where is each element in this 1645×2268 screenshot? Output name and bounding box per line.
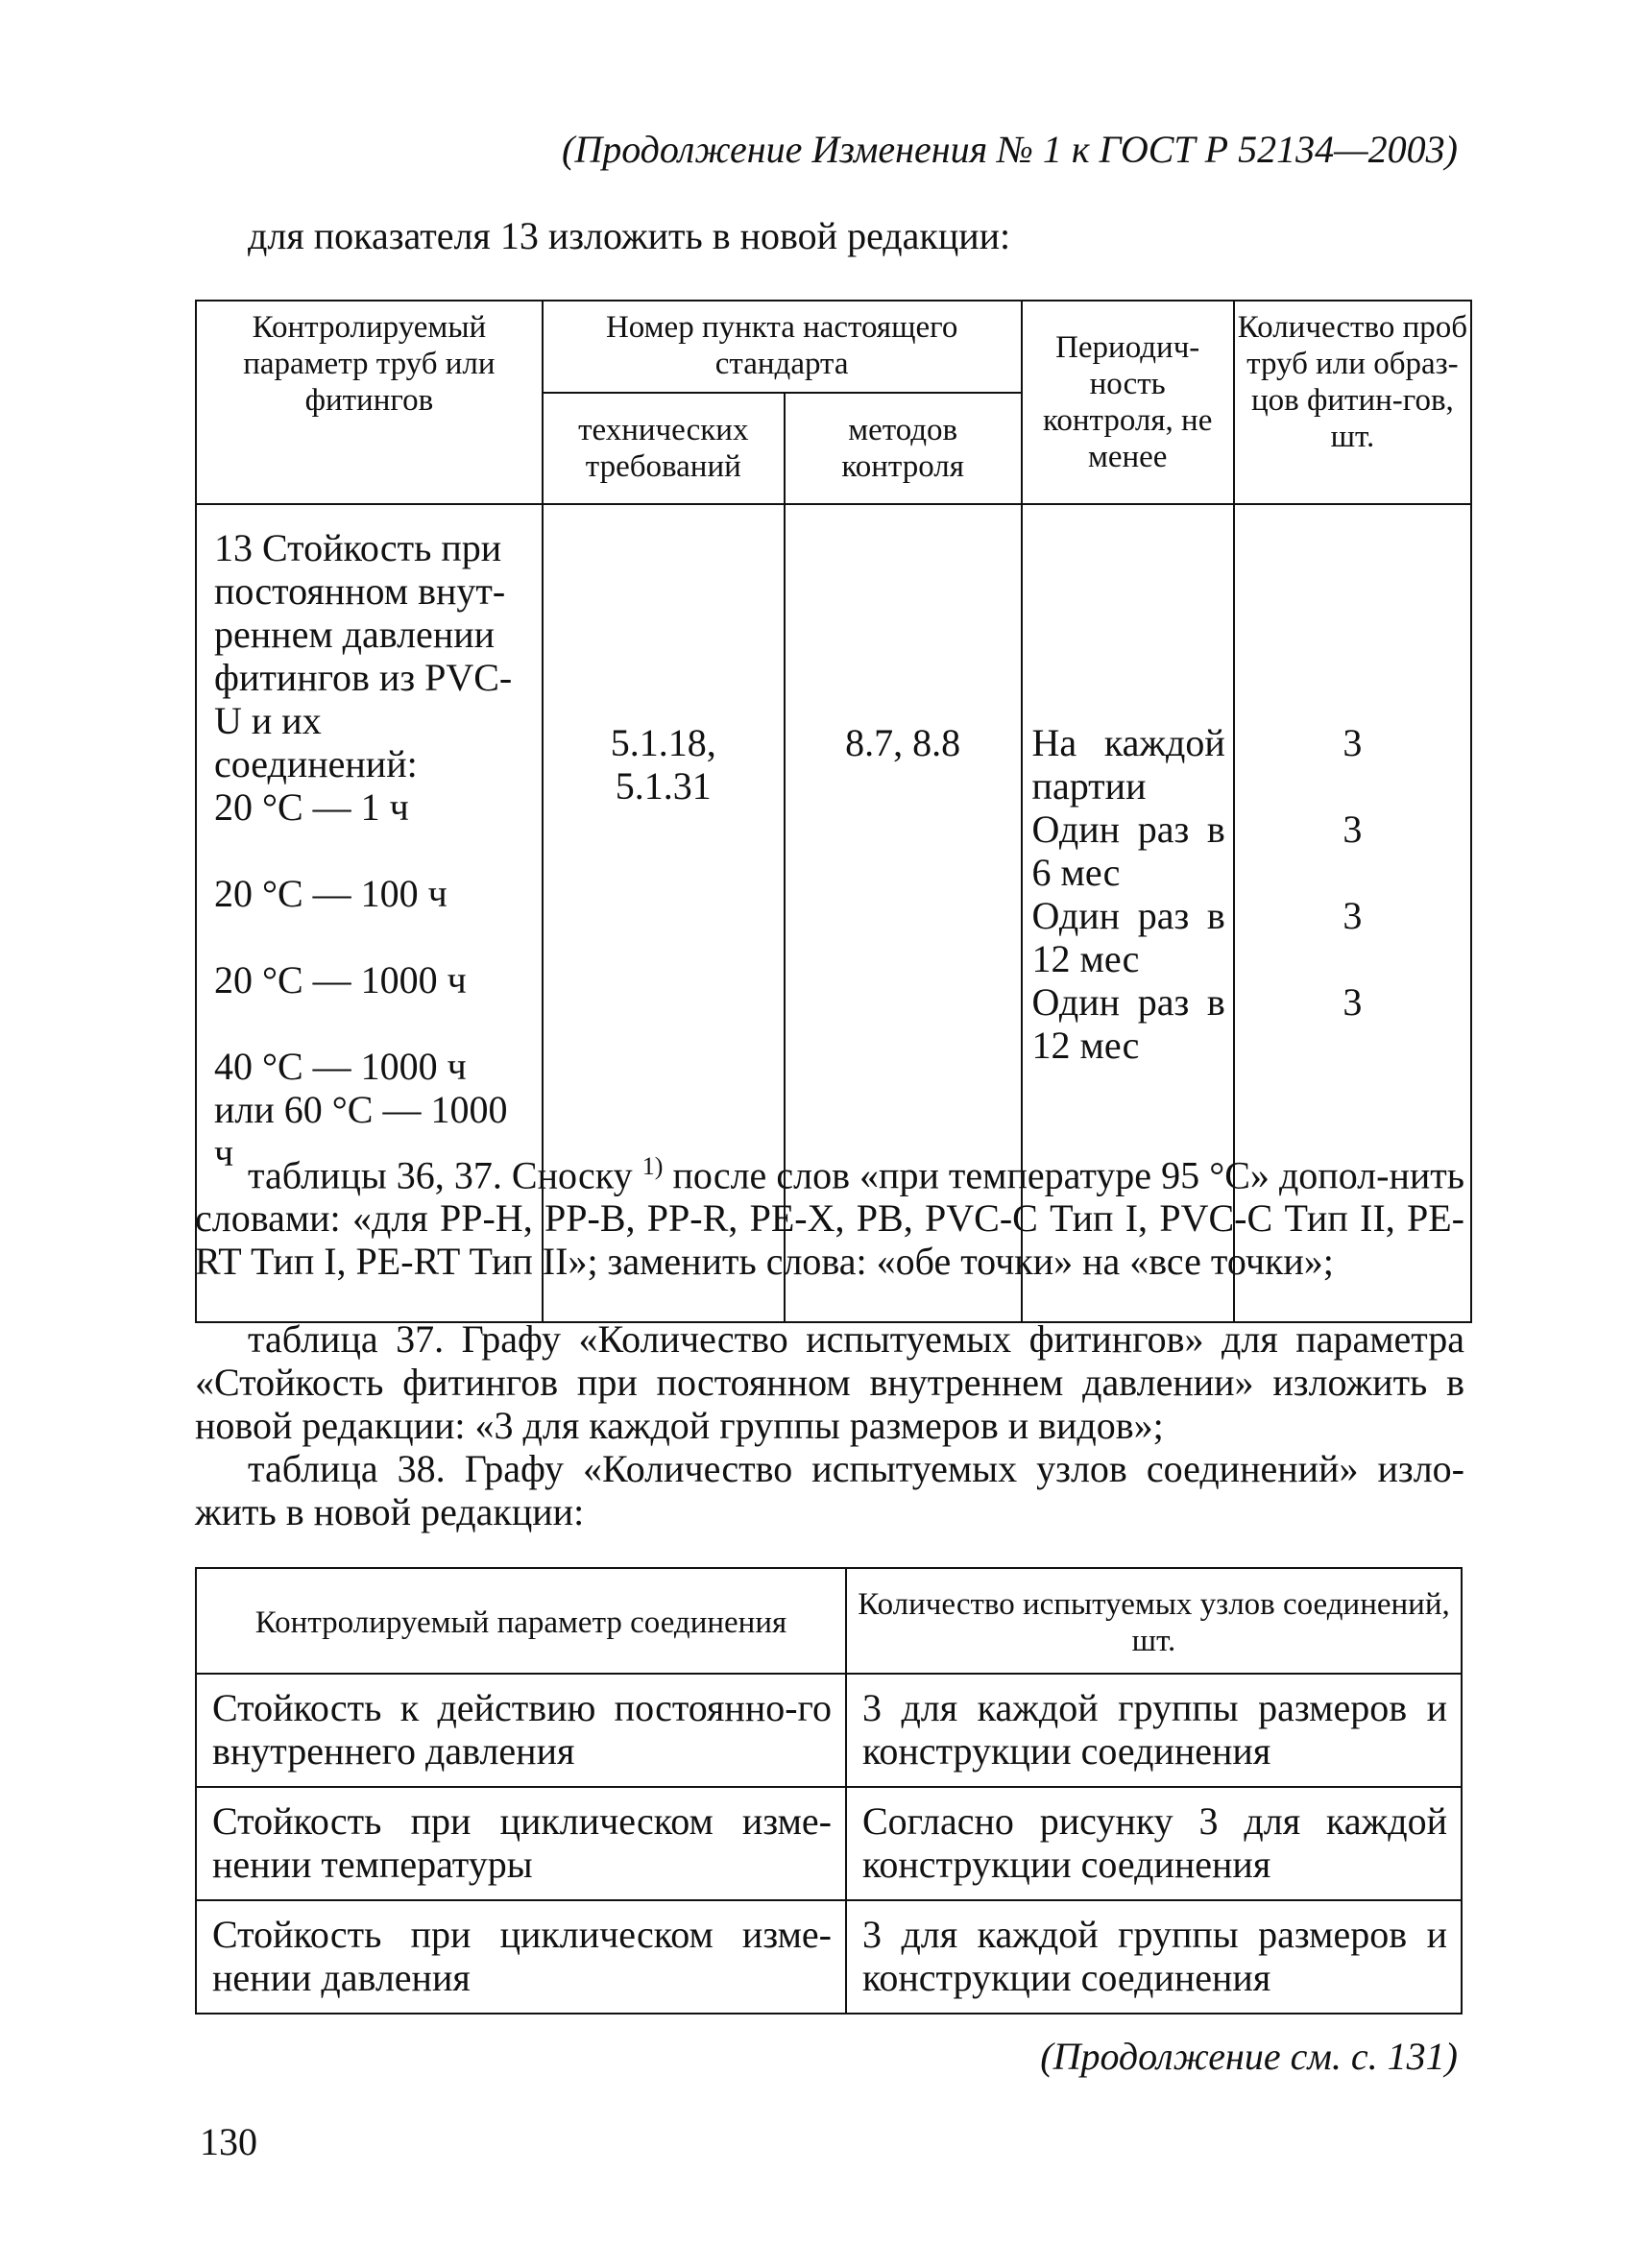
paragraph-table-37: таблица 37. Графу «Количество испытуемых фитингов» для параметра «Стойкость фитингов при постоянном внутреннем давлении» изложить в новой редакции: «3 для каждой группы размеров и видов»; bbox=[195, 1317, 1464, 1447]
page-header: (Продолжение Изменения № 1 к ГОСТ Р 52134—2003) bbox=[562, 128, 1458, 171]
condition-3: 20 °C — 1000 ч bbox=[214, 958, 467, 1001]
condition-2: 20 °C — 100 ч bbox=[214, 872, 448, 915]
param-title: 13 Стойкость при постоянном внут-реннем давлении фитингов из PVC-U и их соединений: bbox=[214, 526, 513, 785]
header-joint-qty: Количество испытуемых узлов соединений, шт. bbox=[846, 1568, 1462, 1674]
condition-1: 20 °C — 1 ч bbox=[214, 785, 409, 829]
table-row bbox=[196, 1900, 1462, 2014]
method-clauses: 8.7, 8.8 bbox=[845, 721, 961, 764]
period-3: Один раз в 12 мес bbox=[1031, 894, 1225, 980]
period-4: Один раз в 12 мес bbox=[1031, 980, 1225, 1067]
header-tech: технических требований bbox=[543, 393, 785, 504]
row3-qty: 3 для каждой группы размеров и конструкции соединения bbox=[846, 1900, 1462, 2014]
qty-1: 3 bbox=[1343, 721, 1363, 764]
header-period: Периодич-ность контроля, не менее bbox=[1022, 301, 1234, 504]
qty-3: 3 bbox=[1343, 894, 1363, 937]
header-methods: методов контроля bbox=[785, 393, 1022, 504]
period-2: Один раз в 6 мес bbox=[1031, 808, 1225, 894]
row1-qty: 3 для каждой группы размеров и конструкции соединения bbox=[846, 1674, 1462, 1787]
table-38-replacement bbox=[195, 1567, 1463, 2015]
paragraph-tables-36-37: таблицы 36, 37. Сноску $^{1)}$ после слов «при температуре 95 °C» допол-нить словами: «для PP-H, PP-B, PP-R, PE-X, PB, PVC-C Тип I, PVC-C Тип II, PE-RT Тип I, PE-RT Тип II»; заменить слова: «обе точки» на «все точки»; bbox=[195, 1152, 1464, 1284]
header-clause-group: Номер пункта настоящего стандарта bbox=[543, 301, 1022, 393]
period-1: На каждой партии bbox=[1031, 721, 1225, 808]
tech-clauses: 5.1.18, 5.1.31 bbox=[610, 721, 716, 808]
footnote-mark: 1) bbox=[641, 1152, 664, 1180]
table-row bbox=[196, 1674, 1462, 1787]
qty-2: 3 bbox=[1343, 808, 1363, 851]
header-param: Контролируемый параметр труб или фитингов bbox=[196, 301, 543, 504]
continuation-note: (Продолжение см. с. 131) bbox=[1040, 2035, 1458, 2078]
row3-param: Стойкость при циклическом изме-нении давления bbox=[196, 1900, 846, 2014]
row1-param: Стойкость к действию постоянно-го внутреннего давления bbox=[196, 1674, 846, 1787]
row2-param: Стойкость при циклическом изме-нении температуры bbox=[196, 1787, 846, 1900]
header-qty: Количество проб труб или образ-цов фитин-гов, шт. bbox=[1234, 301, 1471, 504]
table-row bbox=[196, 1787, 1462, 1900]
paragraph-table-38: таблица 38. Графу «Количество испытуемых узлов соединений» изло-жить в новой редакции: bbox=[195, 1447, 1464, 1533]
header-joint-param: Контролируемый параметр соединения bbox=[196, 1568, 846, 1674]
condition-4: 40 °C — 1000 ч или 60 °C — 1000 ч bbox=[214, 1045, 508, 1174]
page-number: 130 bbox=[200, 2120, 257, 2163]
intro-text: для показателя 13 изложить в новой редакции: bbox=[248, 214, 1011, 257]
row2-qty: Согласно рисунку 3 для каждой конструкции соединения bbox=[846, 1787, 1462, 1900]
qty-4: 3 bbox=[1343, 980, 1363, 1024]
